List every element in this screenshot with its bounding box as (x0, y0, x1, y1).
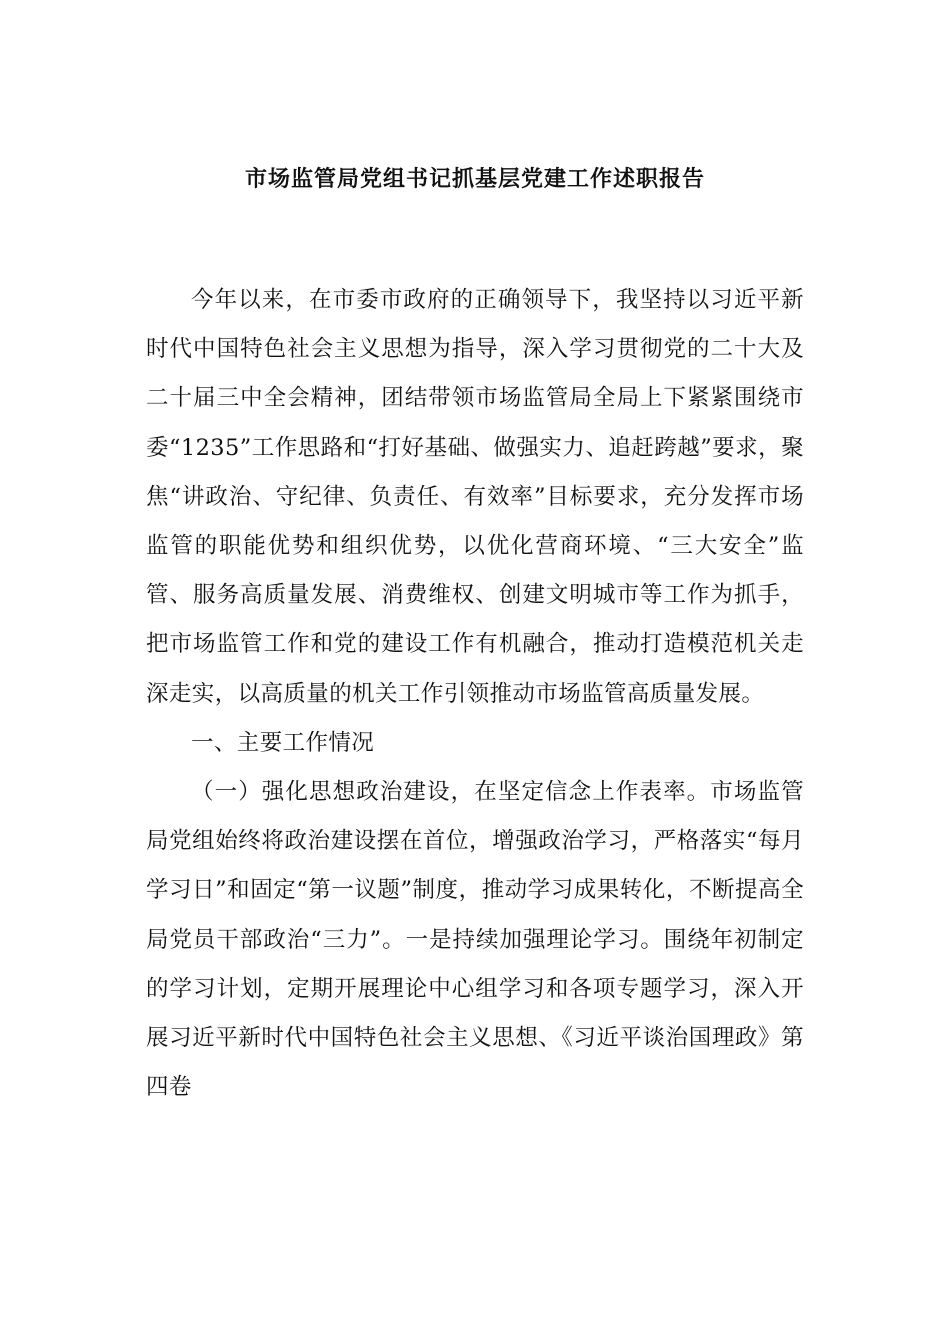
document-body (146, 276, 804, 1112)
subsection-paragraph: （一）强化思想政治建设，在坚定信念上作表率。市场监管局党组始终将政治建设摆在首位，增强政治学习，严格落实“每月学习日”和固定“第一议题”制度，推动学习成果转化，不断提高全局党员干部政治“三力”。一是持续加强理论学习。围绕年初制定的学习计划，定期开展理论中心组学习和各项专题学习，深入开展习近平新时代中国特色社会主义思想、《习近平谈治国理政》第四卷 (146, 779, 804, 1101)
document-title: 市场监管局党组书记抓基层党建工作述职报告 (244, 166, 705, 192)
intro-paragraph: 今年以来，在市委市政府的正确领导下，我坚持以习近平新时代中国特色社会主义思想为指导，深入学习贯彻党的二十大及二十届三中全会精神，团结带领市场监管局全局上下紧紧围绕市委“1235”工作思路和“打好基础、做强实力、追赶跨越”要求，聚焦“讲政治、守纪律、负责任、有效率”目标要求，充分发挥市场监管的职能优势和组织优势，以优化营商环境、“三大安全”监管、服务高质量发展、消费维权、创建文明城市等工作为抓手，把市场监管工作和党的建设工作有机融合，推动打造模范机关走深走实，以高质量的机关工作引领推动市场监管高质量发展。 (146, 287, 804, 707)
section-heading: 一、主要工作情况 (191, 729, 375, 756)
